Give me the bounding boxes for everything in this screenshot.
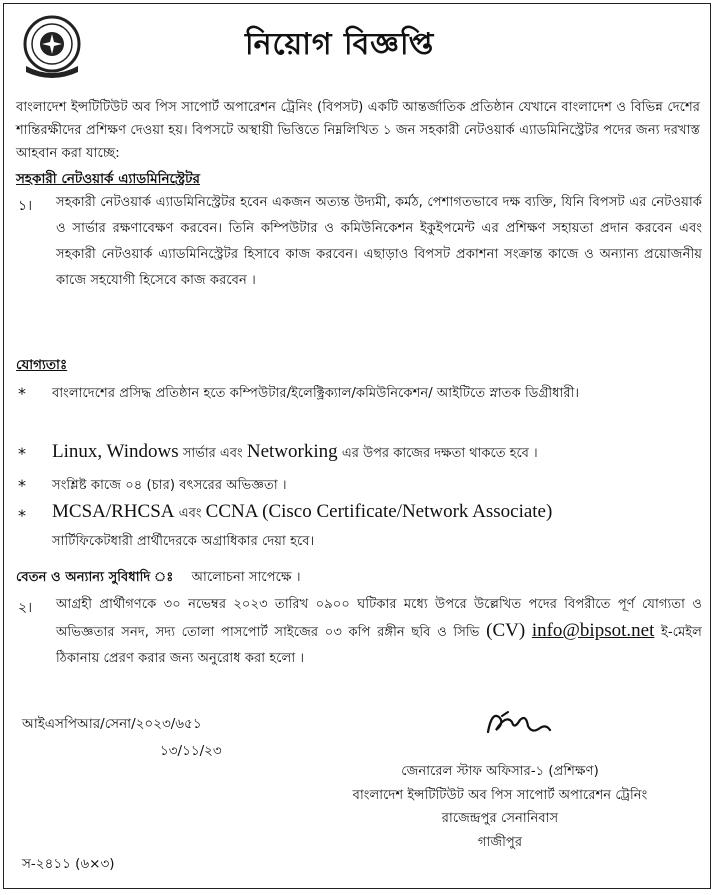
qualifications-heading: যোগ্যতাঃ: [16, 357, 68, 373]
item-2-cv: (CV): [486, 620, 526, 641]
item-1-text: সহকারী নেটওয়ার্ক এ্যাডমিনিস্ট্রেটর হবেন একজন অত্যন্ত উদ্যমী, কর্মঠ, পেশাগতভাবে দক্ষ ব্যক্তি, যিনি বিপসট এর নেটওয়ার্ক ও সার্ভার রক্ষণাবেক্ষণ করবেন। তিনি কম্পিউটার ও কমিউনিকেশন ইকুইপমেন্ট এর প্রশিক্ষণ সহায়তা প্রদান করবেন এবং সহকারী নেটওয়ার্ক এ্যাডমিনিস্ট্রেটর হিসাবে কাজ করবেন। এছাড়াও বিপসট প্রকাশনা সংক্রান্ত কাজে ও অন্যান্য প্রয়োজনীয় কাজে সহযোগী হিসেবে কাজ করবেন ।: [56, 195, 702, 288]
item-1-number: ১।: [18, 198, 33, 214]
bullet-star: *: [18, 476, 26, 495]
bullet-star: *: [18, 444, 26, 463]
footer-code: স-২৪১১ (৬×৩): [22, 856, 115, 872]
signatory-location-1: রাজেন্দ্রপুর সেনানিবাস: [441, 811, 559, 826]
qualification-4-ccna: CCNA (Cisco Certificate/Network Associate): [205, 501, 553, 522]
signatory-block: [300, 760, 700, 854]
item-2-text-b: ই-মেইল ঠিকানায় প্রেরণ করার জন্য অনুরোধ করা হলো ।: [56, 625, 702, 666]
qualification-2: [52, 440, 702, 466]
item-2-number: ২।: [18, 600, 33, 616]
qualification-2-server: সার্ভার এবং: [182, 446, 243, 461]
qualification-2-networking: Networking: [246, 441, 338, 462]
handwritten-signature-icon: [482, 704, 554, 744]
signatory-location-2: গাজীপুর: [477, 834, 523, 850]
bullet-star: *: [18, 506, 26, 525]
qualification-2-os: Linux, Windows: [52, 441, 179, 462]
position-heading: সহকারী নেটওয়ার্ক এ্যাডমিনিস্ট্রেটর: [16, 171, 200, 187]
reference-number: আইএসপিআর/সেনা/২০২৩/৬৫১: [22, 716, 202, 732]
issue-date: ১৩/১১/২৩: [160, 743, 222, 759]
salary-label: বেতন ও অন্যান্য সুবিধাদি ঃ: [16, 570, 174, 585]
notice-title: নিয়োগ বিজ্ঞপ্তি: [245, 27, 435, 62]
item-2-text-a: আগ্রহী প্রার্থীগণকে ৩০ নভেম্বর ২০২৩ তারিখ ০৯০০ ঘটিকার মধ্যে উপরে উল্লেখিত পদের বিপরীতে পূর্ণ যোগ্যতা ও অভিজ্ঞতার সনদ, সদ্য তোলা পাসপোর্ট সাইজের ০৩ কপি রঙ্গীন ছবি ও সিভি: [56, 597, 702, 640]
qualification-3: সংশ্লিষ্ট কাজে ০৪ (চার) বৎসরের অভিজ্ঞতা ।: [52, 478, 287, 493]
institute-emblem-icon: [20, 14, 84, 80]
bullet-star: *: [18, 384, 26, 403]
qualification-4: [52, 500, 702, 526]
intro-paragraph: বাংলাদেশ ইন্সটিটিউট অব পিস সাপোর্ট অপারেশন ট্রেনিং (বিপসট) একটি আন্তর্জাতিক প্রতিষ্ঠান যেখানে বাংলাদেশ ও বিভিন্ন দেশের শান্তিরক্ষীদের প্রশিক্ষণ দেওয়া হয়। বিপসটে অস্থায়ী ভিত্তিতে নিম্নলিখিত ১ জন সহকারী নেটওয়ার্ক এ্যাডমিনিস্ট্রেটর পদের জন্য দরখাস্ত আহবান করা যাচ্ছে:: [16, 100, 700, 161]
qualification-1: বাংলাদেশের প্রসিদ্ধ প্রতিষ্ঠান হতে কম্পিউটার/ইলেক্ট্রিক্যাল/কমিউনিকেশন/ আইটিতে স্নাতক ডিগ্রীধারী।: [52, 386, 580, 401]
qualification-4-and: এবং: [178, 506, 202, 521]
item-2-text: [56, 592, 702, 672]
signatory-institute: বাংলাদেশ ইন্সটিটিউট অব পিস সাপোর্ট অপারেশন ট্রেনিং: [352, 787, 648, 803]
qualification-4-certs: MCSA/RHCSA: [52, 501, 175, 522]
contact-email-link[interactable]: info@bipsot.net: [531, 620, 655, 641]
qualification-4-tail: সার্টিফিকেটধারী প্রার্থীদেরকে অগ্রাধিকার দেয়া হবে।: [52, 534, 315, 549]
salary-line: [16, 566, 700, 589]
salary-value: আলোচনা সাপেক্ষে ।: [191, 570, 301, 585]
qualification-2-tail: এর উপর কাজের দক্ষতা থাকতে হবে ।: [341, 446, 538, 461]
signatory-designation: জেনারেল স্টাফ অফিসার-১ (প্রশিক্ষণ): [401, 764, 599, 779]
